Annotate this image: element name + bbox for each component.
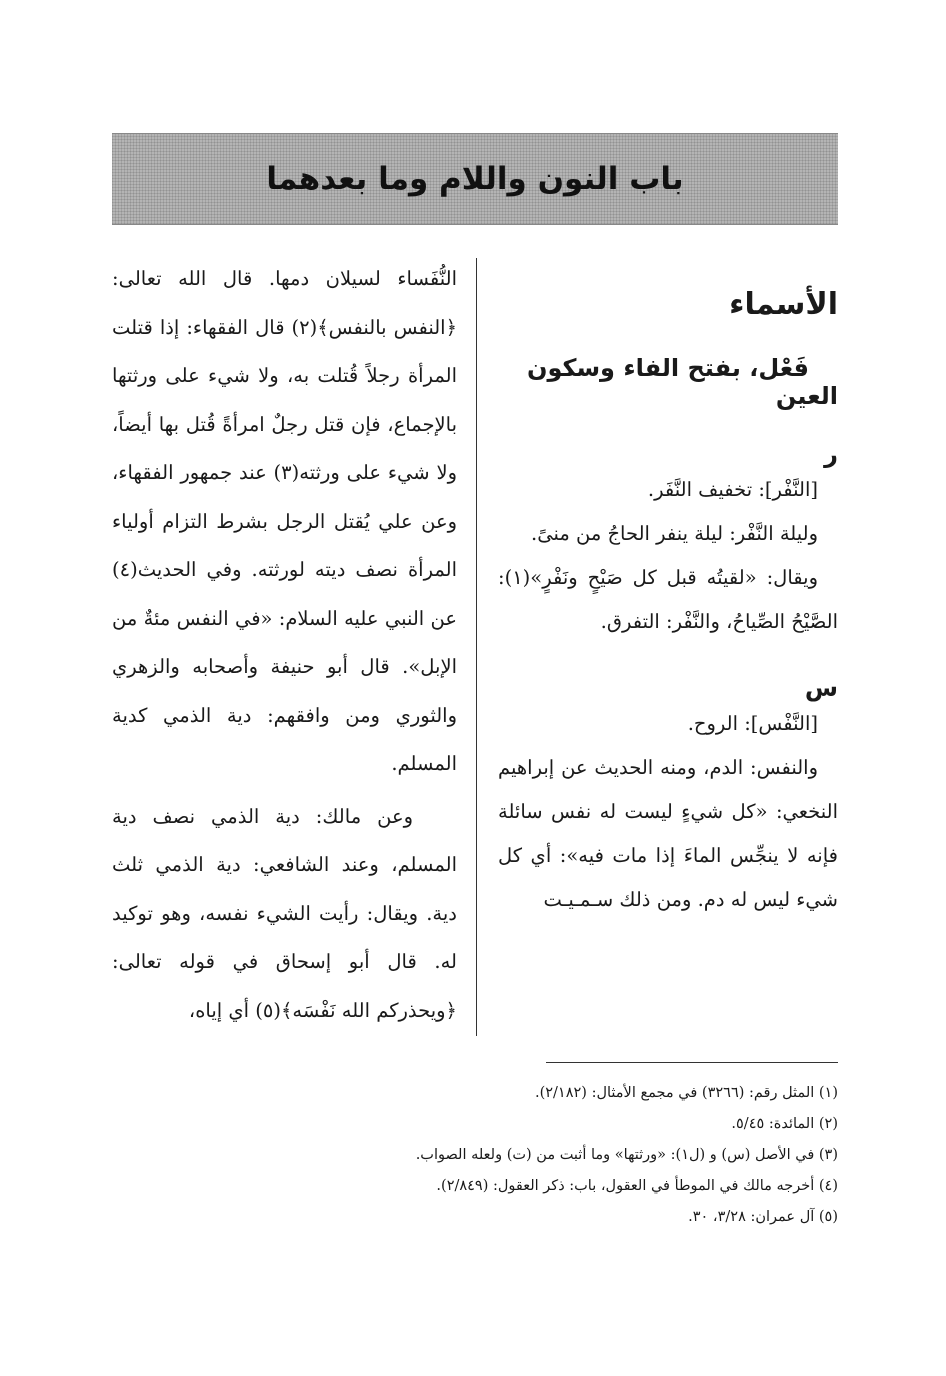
- column-divider: [476, 258, 477, 1036]
- footnote-5: (٥) آل عمران: ٣/٢٨، ٣٠.: [688, 1209, 838, 1225]
- left-paragraph: وعن مالك: دية الذمي نصف دية المسلم، وعند الشافعي: دية الذمي ثلث دية. ويقال: رأيت الشيء نفسه، وهو توكيد له. قال أبو إسحاق في قوله تعالى: ﴿ويحذركم الله نَفْسَه﴾(٥) أي إياه،: [112, 804, 457, 1022]
- entry-nafs-ruh: [النَّفْس]: الروح.: [687, 712, 818, 735]
- footnotes: [108, 1078, 838, 1233]
- letter-heading-r: ر: [824, 440, 838, 468]
- entry-nafr: [النَّفْر]: تخفيف النَّفَر.: [647, 478, 818, 501]
- left-paragraph: النُّفَساء لسيلان دمها. قال الله تعالى: ﴿النفس بالنفس﴾(٢) قال الفقهاء: إذا قتلت المرأة رجلاً قُتلت به، ولا شيء على ورثتها بالإجماع، فإن قتل رجلٌ امرأةً قُتل بها أيضاً، ولا شيء على ورثته(٣) عند جمهور الفقهاء، وعن علي يُقتل الرجل بشرط التزام أولياء المرأة نصف ديته لورثته. وفي الحديث(٤) عن النبي عليه السلام: «في النفس مئةٌ من الإبل». قال أبو حنيفة وأصحابه والزهري والثوري ومن وافقهم: دية الذمي كدية المسلم.: [112, 267, 457, 775]
- footnote-rule: [546, 1062, 838, 1063]
- chapter-title: باب النون واللام وما بعدهما: [266, 161, 684, 197]
- footnote-2: (٢) المائدة: ٥/٤٥.: [731, 1116, 838, 1132]
- footnote-1: (١) المثل رقم: (٣٢٦٦) في مجمع الأمثال: (٢/١٨٢).: [534, 1085, 838, 1101]
- footnote-3: (٣) في الأصل (س) و (ل١): «ورثتها» وما أثبت من (ت) ولعله الصواب.: [415, 1147, 838, 1163]
- footnote-4: (٤) أخرجه مالك في الموطأ في العقول، باب: ذكر العقول: (٢/٨٤٩).: [436, 1178, 838, 1194]
- entry-laylat-nafr: وليلة النَّفْر: ليلة ينفر الحاجُ من منىً.: [531, 522, 818, 545]
- section-title: الأسماء: [729, 287, 838, 322]
- entry-nafs-dam: والنفس: الدم، ومنه الحديث عن إبراهيم النخعي: «كل شيءٍ ليست له نفس سائلة فإنه لا ينجِّس الماءَ إذا مات فيه»: أي كل شيء ليس له دم. ومن ذلك سـمـيـت: [498, 756, 838, 911]
- left-column: [112, 255, 457, 1035]
- entry-saih-nafr: ويقال: «لقيتُه قبل كل صَيْحٍ ونَفْرٍ»(١): الصَّيْحُ الصِّياحُ، والنَّفْر: التفرق.: [498, 566, 838, 633]
- right-column: [498, 255, 838, 922]
- pattern-title: فَعْل، بفتح الفاء وسكون العين: [526, 354, 838, 410]
- letter-heading-s: س: [804, 674, 838, 702]
- chapter-banner: [112, 133, 838, 225]
